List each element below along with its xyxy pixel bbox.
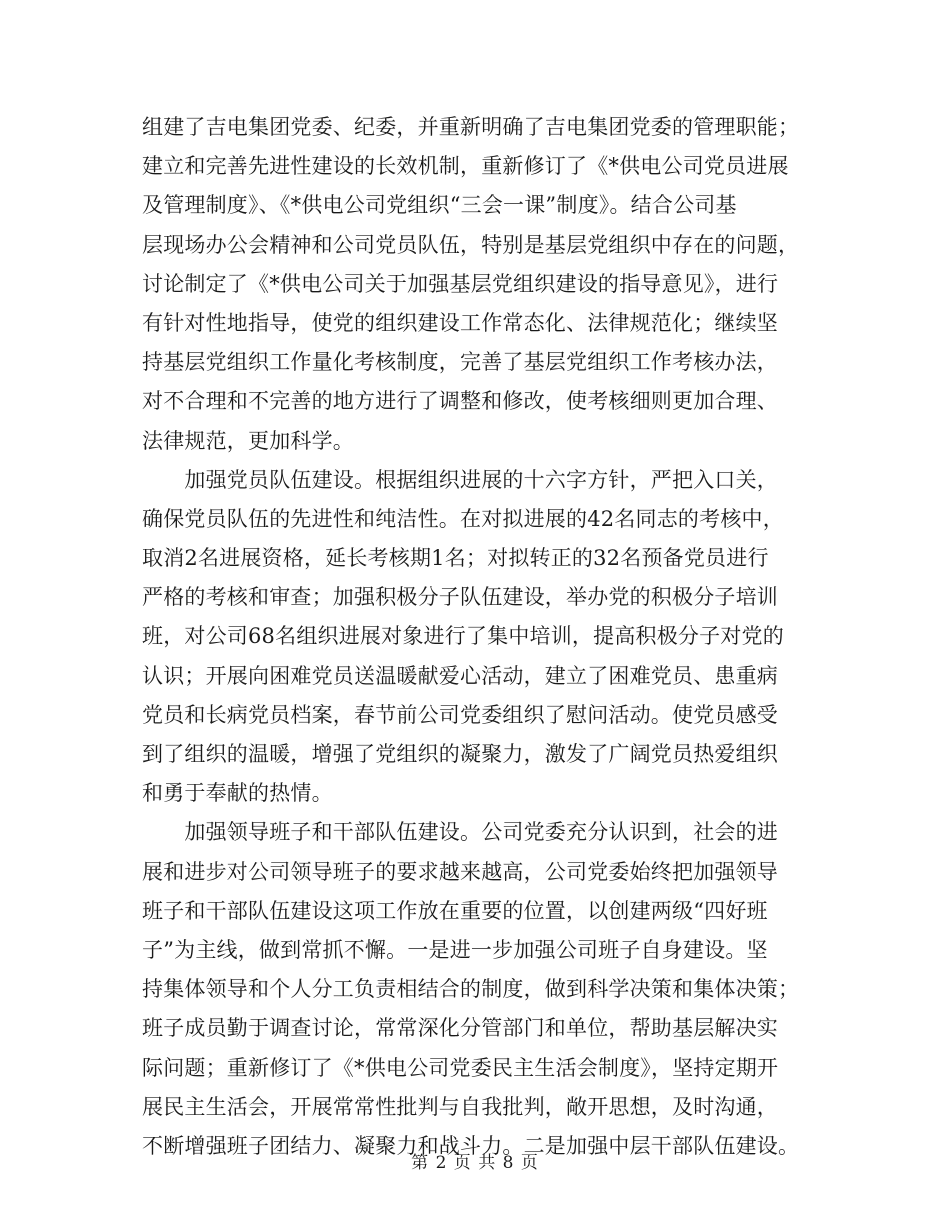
text-line: 有针对性地指导，使党的组织建设工作常态化、法律规范化；继续坚 (142, 310, 778, 335)
text-line: 党员和长病党员档案，春节前公司党委组织了慰问活动。使党员感受 (142, 702, 778, 727)
page-number-footer: 第 2 页 共 8 页 (411, 1153, 539, 1173)
document-body (142, 108, 810, 1166)
text-line: 持基层党组织工作量化考核制度，完善了基层党组织工作考核办法， (142, 350, 778, 375)
paragraph-start-line: 加强党员队伍建设。根据组织进展的十六字方针，严把入口关， (142, 467, 778, 492)
text-line: 取消2名进展资格，延长考核期1名；对拟转正的32名预备党员进行 (142, 546, 769, 571)
text-line: 层现场办公会精神和公司党员队伍，特别是基层党组织中存在的问题， (142, 232, 800, 257)
text-line: 展民主生活会，开展常常性批判与自我批判，敞开思想，及时沟通， (142, 1094, 778, 1119)
text-line: 班子成员勤于调查讨论，常常深化分管部门和单位，帮助基层解决实 (142, 1016, 778, 1041)
text-line: 组建了吉电集团党委、纪委，并重新明确了吉电集团党委的管理职能； (142, 115, 800, 139)
text-line: 子”为主线，做到常抓不懈。一是进一步加强公司班子自身建设。坚 (142, 937, 768, 962)
text-line: 及管理制度》、《*供电公司党组织“三会一课”制度》。结合公司基 (142, 193, 737, 218)
text-line: 持集体领导和个人分工负责相结合的制度，做到科学决策和集体决策； (142, 977, 800, 1002)
text-line: 班子和干部队伍建设这项工作放在重要的位置，以创建两级“四好班 (142, 898, 768, 923)
text-line: 展和进步对公司领导班子的要求越来越高，公司党委始终把加强领导 (142, 859, 778, 884)
paragraph-start-line: 加强领导班子和干部队伍建设。公司党委充分认识到，社会的进 (142, 820, 778, 845)
text-line: 讨论制定了《*供电公司关于加强基层党组织建设的指导意见》，进行 (142, 271, 779, 296)
text-line: 法律规范，更加科学。 (142, 428, 354, 453)
text-line: 和勇于奉献的热情。 (142, 781, 333, 806)
text-line: 确保党员队伍的先进性和纯洁性。在对拟进展的42名同志的考核中， (142, 506, 784, 531)
text-line: 建立和完善先进性建设的长效机制，重新修订了《*供电公司党员进展 (142, 154, 789, 179)
text-line: 班，对公司68名组织进展对象进行了集中培训，提高积极分子对党的 (142, 624, 784, 649)
text-line: 对不合理和不完善的地方进行了调整和修改，使考核细则更加合理、 (142, 389, 778, 414)
text-line: 认识；开展向困难党员送温暖献爱心活动，建立了困难党员、患重病 (142, 663, 778, 688)
text-line: 到了组织的温暖，增强了党组织的凝聚力，激发了广阔党员热爱组织 (142, 742, 778, 766)
text-line: 严格的考核和审查；加强积极分子队伍建设，举办党的积极分子培训 (142, 585, 778, 610)
text-line: 际问题；重新修订了《*供电公司党委民主生活会制度》，坚持定期开 (142, 1055, 779, 1080)
text-line: 不断增强班子团结力、凝聚力和战斗力。二是加强中层干部队伍建设。 (142, 1133, 800, 1158)
